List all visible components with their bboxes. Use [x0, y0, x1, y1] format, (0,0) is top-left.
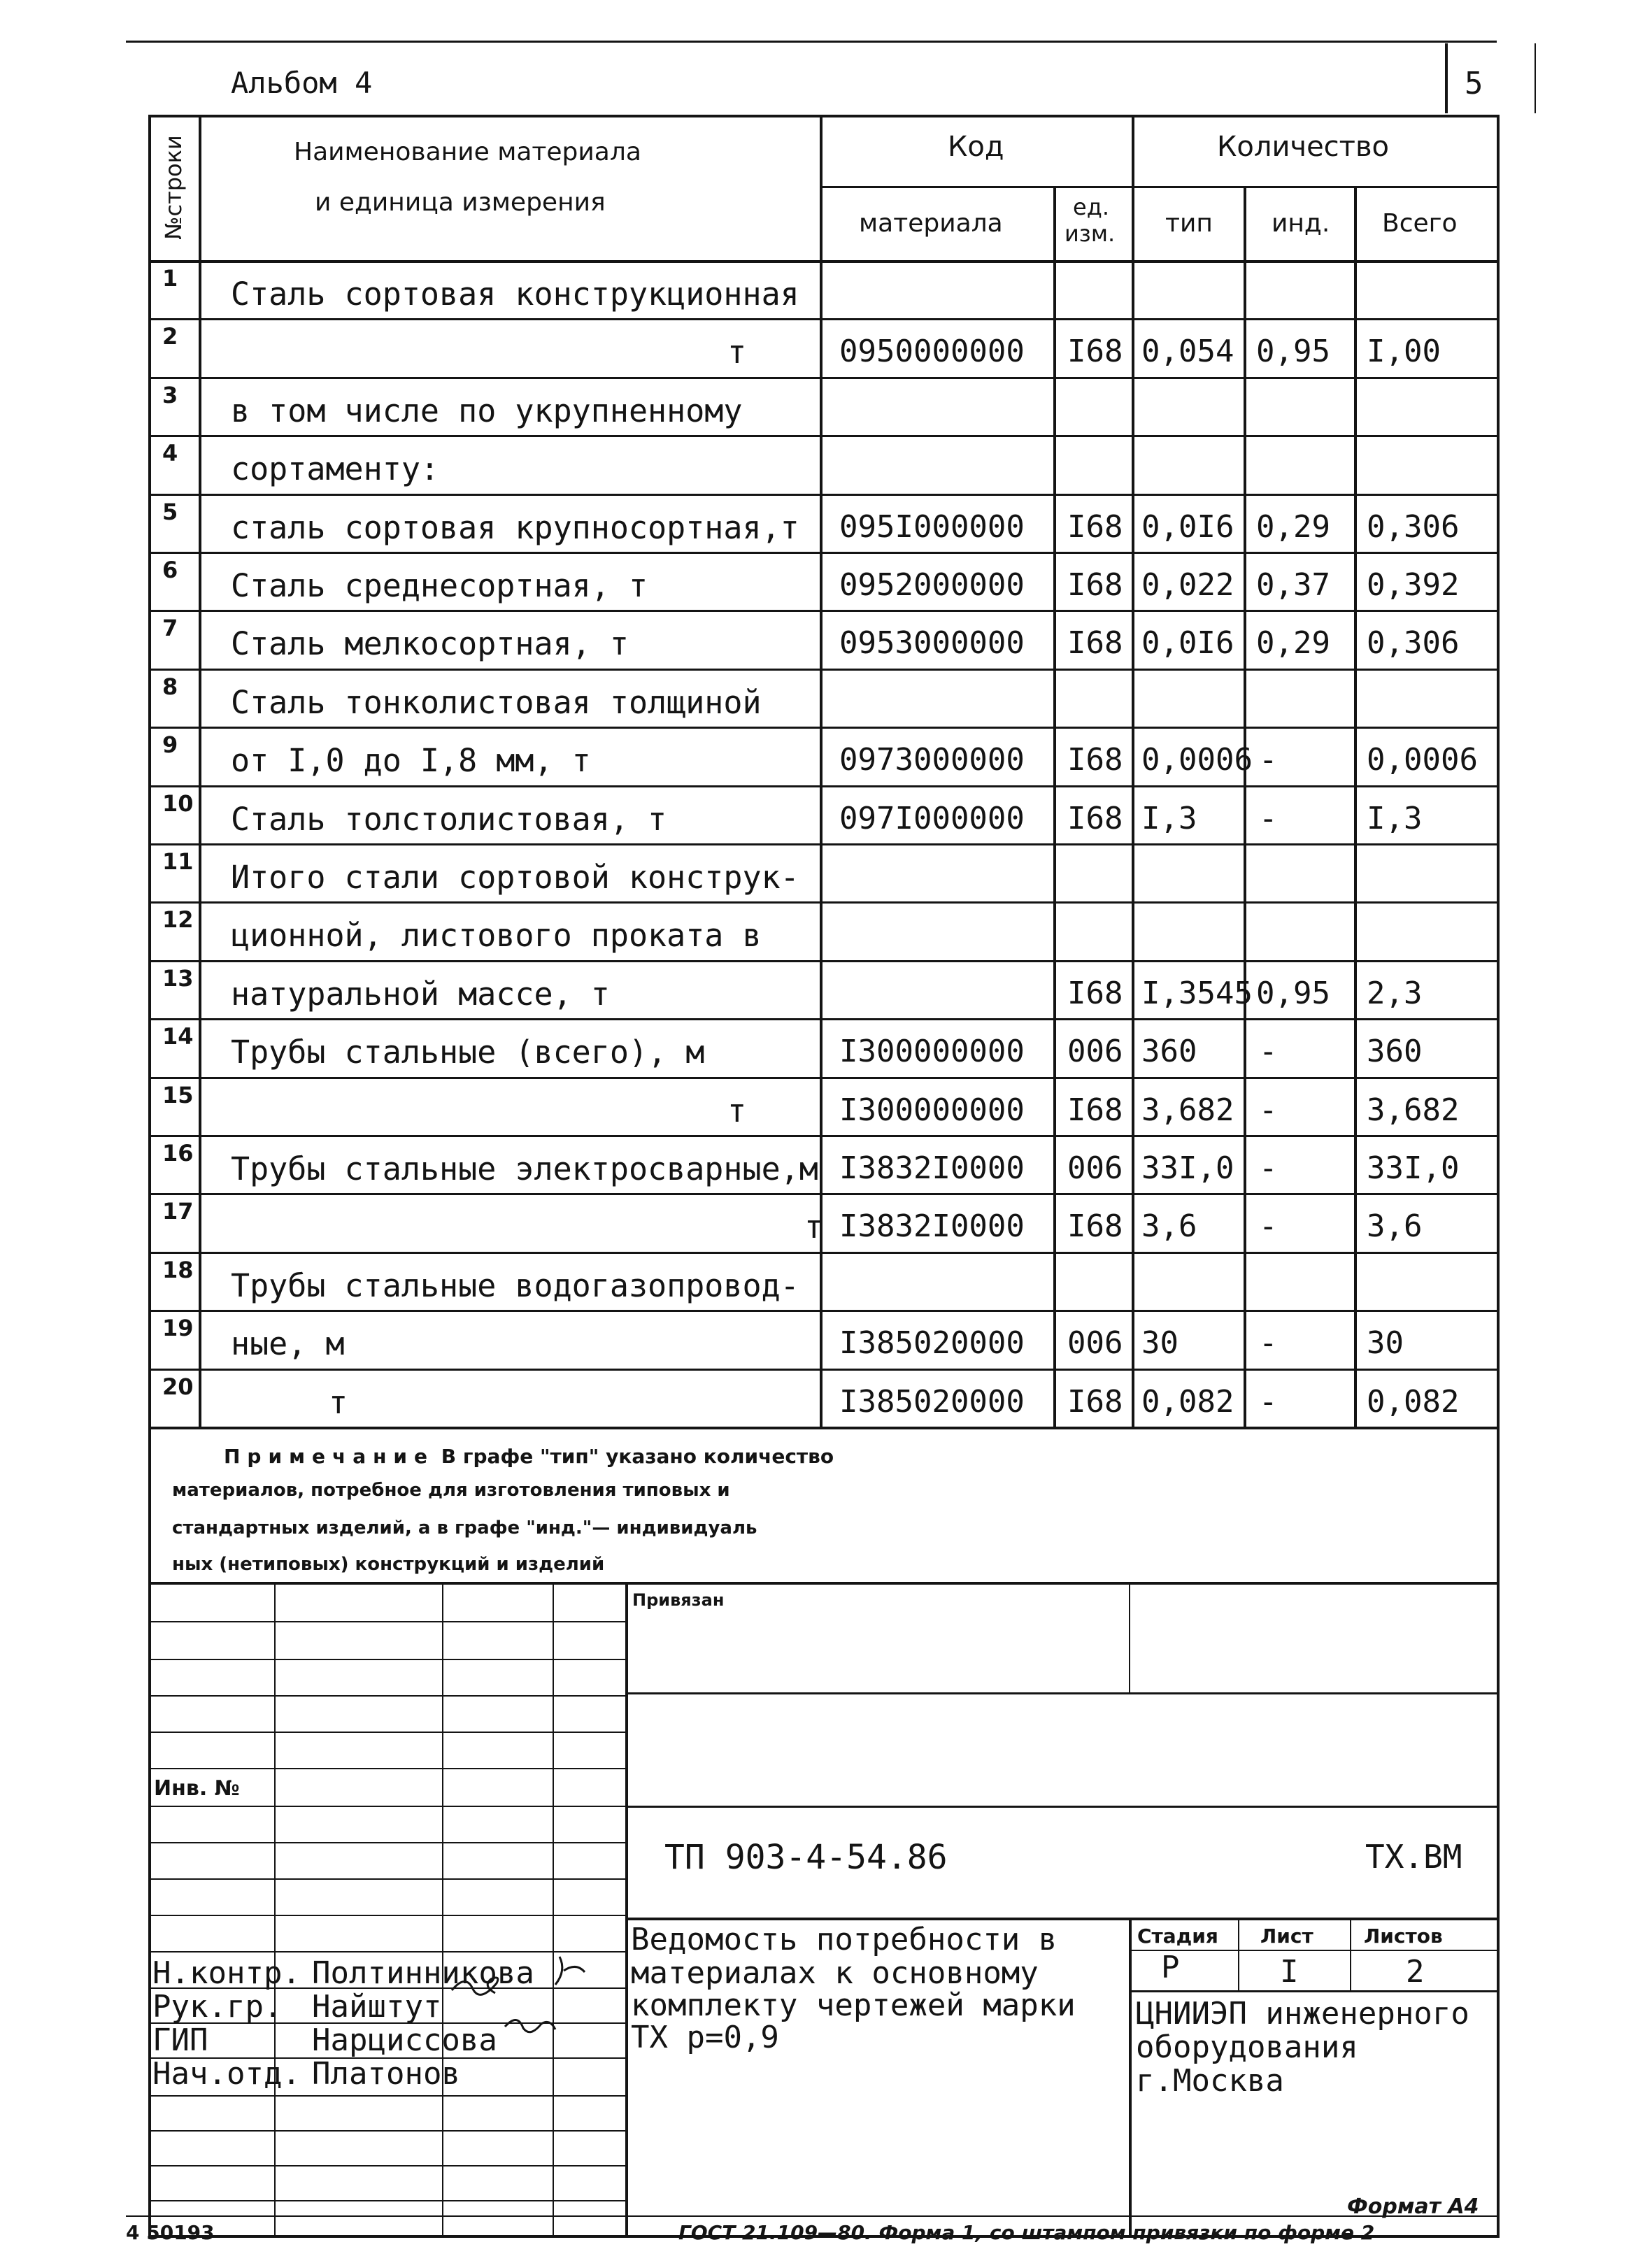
inv-no-label: Инв. №	[154, 1776, 240, 1801]
header-row-no: №строки	[160, 135, 187, 240]
cell-code: 097I000000	[839, 801, 1025, 836]
cell-unit: I68	[1067, 625, 1123, 661]
person-name-4: Платонов	[312, 2056, 460, 2092]
row-number: 2	[162, 323, 178, 350]
cell-ind: 0,37	[1256, 567, 1330, 603]
cell-material-name: Сталь тонколистовая толщиной	[231, 684, 762, 721]
row-number: 19	[162, 1315, 194, 1341]
cell-type: 33I,0	[1141, 1150, 1234, 1186]
cell-material-name: Сталь толстолистовая, т	[231, 801, 667, 838]
cell-ind: -	[1259, 742, 1278, 778]
row-number: 4	[162, 440, 178, 466]
footer-rule	[126, 2215, 1497, 2217]
header-name-line2: и единица измерения	[315, 188, 606, 217]
table-bottom	[148, 1427, 1500, 1429]
row-divider	[148, 494, 1500, 496]
cell-total: 3,6	[1367, 1208, 1423, 1244]
cell-code: I300000000	[839, 1034, 1025, 1069]
cell-unit: I68	[1067, 1384, 1123, 1420]
cell-ind: 0,95	[1256, 976, 1330, 1011]
cell-total: 0,306	[1367, 509, 1460, 545]
row-divider	[148, 552, 1500, 554]
cell-material-name: т	[727, 1092, 747, 1129]
org-line-3: г.Москва	[1136, 2063, 1284, 2099]
note-line-1: В графе "тип" указано количество	[441, 1445, 834, 1468]
cell-ind: -	[1259, 1208, 1278, 1244]
cell-material-name: Трубы стальные (всего), м	[231, 1034, 705, 1071]
cell-code: 0953000000	[839, 625, 1025, 661]
cell-code: I300000000	[839, 1092, 1025, 1128]
cell-ind: 0,95	[1256, 334, 1330, 369]
row-number: 7	[162, 615, 178, 641]
cell-unit: I68	[1067, 509, 1123, 545]
cell-code: I385020000	[839, 1384, 1025, 1420]
cell-material-name: Итого стали сортовой конструк-	[231, 859, 799, 896]
doc-mark: ТХ.ВМ	[1365, 1838, 1462, 1876]
header-code: Код	[948, 131, 1004, 163]
cell-type: 0,082	[1141, 1384, 1234, 1420]
person-role-1: Н.контр.	[152, 1955, 301, 1991]
note-title: Примечание	[224, 1445, 435, 1468]
row-number: 12	[162, 906, 194, 933]
cell-type: 360	[1141, 1034, 1197, 1069]
cell-total: 3,682	[1367, 1092, 1460, 1128]
cell-material-name: сталь сортовая крупносортная,т	[231, 509, 799, 546]
cell-ind: 0,29	[1256, 625, 1330, 661]
format-text: Формат А4	[1347, 2194, 1479, 2219]
cell-unit: 006	[1067, 1150, 1123, 1186]
cell-code: 0952000000	[839, 567, 1025, 603]
sheet-value: I	[1280, 1954, 1299, 1990]
row-divider	[148, 727, 1500, 729]
row-divider	[148, 1310, 1500, 1312]
header-q-type: тип	[1165, 209, 1213, 238]
cell-code: I385020000	[839, 1325, 1025, 1361]
row-number: 14	[162, 1023, 194, 1050]
cell-code: 0950000000	[839, 334, 1025, 369]
page-number: 5	[1465, 66, 1483, 101]
row-divider	[148, 318, 1500, 320]
row-divider	[148, 960, 1500, 962]
row-divider	[148, 610, 1500, 612]
header-q-total: Всего	[1382, 209, 1458, 238]
sheets-label: Листов	[1364, 1925, 1443, 1948]
header-code-material: материала	[859, 209, 1003, 238]
header-code-unit-1: ед.	[1073, 194, 1109, 220]
cell-code: 095I000000	[839, 509, 1025, 545]
row-number: 6	[162, 557, 178, 583]
cell-type: 0,0I6	[1141, 509, 1234, 545]
row-number: 13	[162, 965, 194, 992]
cell-material-name: Трубы стальные водогазопровод-	[231, 1267, 799, 1304]
cell-material-name: Сталь сортовая конструкционная	[231, 276, 799, 313]
header-code-unit-2: изм.	[1064, 220, 1116, 247]
row-number: 9	[162, 731, 178, 758]
row-number: 17	[162, 1198, 194, 1225]
doc-title-line-1: Ведомость потребности в	[631, 1922, 1058, 1957]
sheet-label: Лист	[1260, 1925, 1313, 1948]
cell-total: 0,306	[1367, 625, 1460, 661]
cell-code: 0973000000	[839, 742, 1025, 778]
cell-material-name: Сталь мелкосортная, т	[231, 625, 629, 662]
album-label: Альбом 4	[231, 66, 373, 100]
row-divider	[148, 1193, 1500, 1195]
sheets-value: 2	[1406, 1954, 1425, 1990]
cell-code: I3832I0000	[839, 1150, 1025, 1186]
page-number-divider	[1445, 43, 1448, 113]
row-divider	[148, 1369, 1500, 1371]
cell-total: 0,392	[1367, 567, 1460, 603]
cell-ind: -	[1259, 1325, 1278, 1361]
cell-material-name: натуральной массе, т	[231, 976, 610, 1013]
right-edge-rule	[1534, 43, 1536, 113]
row-number: 1	[162, 265, 178, 292]
cell-total: 0,082	[1367, 1384, 1460, 1420]
row-divider	[148, 669, 1500, 671]
row-divider	[148, 1018, 1500, 1020]
cell-ind: -	[1259, 801, 1278, 836]
cell-code: I3832I0000	[839, 1208, 1025, 1244]
org-line-1: ЦНИИЭП инженерного	[1136, 1996, 1469, 2032]
footer-gost: ГОСТ 21.109—80. Форма 1, со штампом привязки по форме 2	[678, 2221, 1375, 2244]
cell-type: 0,022	[1141, 567, 1234, 603]
row-divider	[148, 843, 1500, 845]
person-role-2: Рук.гр.	[152, 1989, 283, 2025]
row-number: 8	[162, 673, 178, 700]
row-number: 18	[162, 1257, 194, 1283]
cell-unit: I68	[1067, 1208, 1123, 1244]
cell-type: I,3	[1141, 801, 1197, 836]
cell-total: I,00	[1367, 334, 1441, 369]
cell-ind: -	[1259, 1384, 1278, 1420]
cell-total: 30	[1367, 1325, 1404, 1361]
note-line-4: ных (нетиповых) конструкций и изделий	[172, 1554, 605, 1575]
cell-total: 2,3	[1367, 976, 1423, 1011]
cell-type: 0,0I6	[1141, 625, 1234, 661]
row-number: 5	[162, 499, 178, 525]
row-divider	[148, 901, 1500, 904]
cell-unit: I68	[1067, 334, 1123, 369]
cell-ind: -	[1259, 1034, 1278, 1069]
cell-type: I,3545	[1141, 976, 1253, 1011]
note-line-3: стандартных изделий, а в графе "инд."— индивидуаль	[172, 1518, 757, 1539]
cell-material-name: Трубы стальные электросварные,м	[231, 1150, 818, 1187]
cell-unit: I68	[1067, 567, 1123, 603]
row-number: 10	[162, 790, 194, 817]
cell-type: 0,054	[1141, 334, 1234, 369]
person-name-1: Полтинникова	[312, 1955, 534, 1991]
cell-unit: I68	[1067, 742, 1123, 778]
row-divider	[148, 377, 1500, 379]
signatures	[441, 1944, 622, 2084]
cell-material-name: от I,0 до I,8 мм, т	[231, 742, 591, 779]
top-rule	[126, 41, 1497, 43]
doc-title-line-3: комплекту чертежей марки	[631, 1987, 1076, 2023]
cell-material-name: т	[329, 1384, 348, 1421]
cell-unit: I68	[1067, 801, 1123, 836]
row-divider	[148, 435, 1500, 437]
note-line-2: материалов, потребное для изготовления типовых и	[172, 1480, 730, 1501]
cell-ind: -	[1259, 1092, 1278, 1128]
cell-material-name: т	[804, 1208, 824, 1245]
cell-ind: -	[1259, 1150, 1278, 1186]
org-line-2: оборудования	[1136, 2029, 1358, 2065]
cell-total: I,3	[1367, 801, 1423, 836]
footer-code: 4 50193	[126, 2221, 215, 2244]
cell-material-name: ные, м	[231, 1325, 345, 1362]
cell-type: 3,682	[1141, 1092, 1234, 1128]
header-q-ind: инд.	[1272, 209, 1330, 238]
cell-material-name: Сталь среднесортная, т	[231, 567, 648, 604]
row-number: 11	[162, 848, 194, 875]
row-divider	[148, 1135, 1500, 1137]
person-name-2: Найштут	[312, 1989, 442, 2025]
cell-total: 0,0006	[1367, 742, 1478, 778]
cell-type: 0,0006	[1141, 742, 1253, 778]
cell-type: 3,6	[1141, 1208, 1197, 1244]
header-name-line1: Наименование материала	[294, 138, 641, 166]
row-number: 3	[162, 382, 178, 408]
stage-value: Р	[1161, 1950, 1180, 1985]
privyazan-label: Привязан	[632, 1590, 725, 1610]
row-number: 20	[162, 1373, 194, 1400]
cell-type: 30	[1141, 1325, 1179, 1361]
person-role-3: ГИП	[152, 2022, 208, 2058]
row-divider	[148, 1252, 1500, 1254]
cell-material-name: ционной, листового проката в	[231, 917, 762, 954]
header-quantity: Количество	[1217, 131, 1390, 163]
person-name-3: Нарциссова	[312, 2022, 497, 2058]
row-number: 15	[162, 1082, 194, 1108]
person-role-4: Нач.отд.	[152, 2056, 301, 2092]
doc-title-line-4: ТХ р=0,9	[631, 2020, 779, 2055]
cell-material-name: т	[727, 334, 747, 371]
cell-unit: I68	[1067, 976, 1123, 1011]
row-divider	[148, 1077, 1500, 1079]
doc-title-line-2: материалах к основному	[631, 1955, 1039, 1991]
cell-material-name: сортаменту:	[231, 450, 440, 487]
doc-code: ТП 903-4-54.86	[664, 1838, 948, 1877]
cell-unit: 006	[1067, 1325, 1123, 1361]
row-divider	[148, 785, 1500, 787]
stage-label: Стадия	[1137, 1925, 1218, 1948]
cell-material-name: в том числе по укрупненному	[231, 392, 743, 429]
cell-total: 33I,0	[1367, 1150, 1460, 1186]
cell-unit: I68	[1067, 1092, 1123, 1128]
cell-total: 360	[1367, 1034, 1423, 1069]
row-number: 16	[162, 1140, 194, 1166]
cell-ind: 0,29	[1256, 509, 1330, 545]
cell-unit: 006	[1067, 1034, 1123, 1069]
